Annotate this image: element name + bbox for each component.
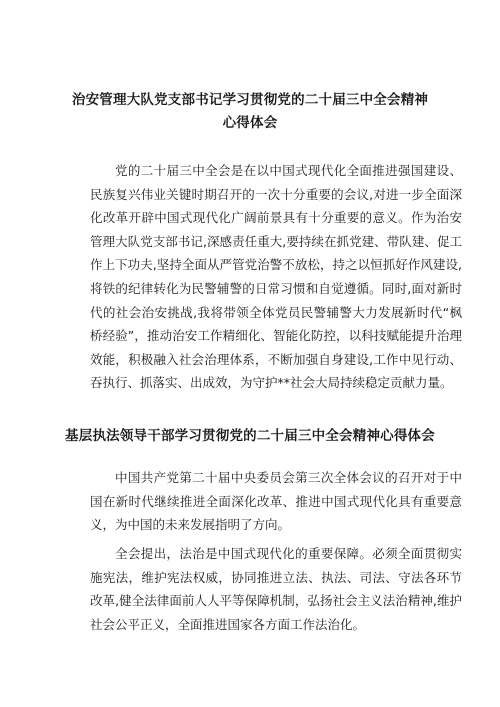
section2-title: 基层执法领导干部学习贯彻党的二十届三中全会精神心得体会 (65, 428, 435, 444)
section1-title (60, 89, 440, 135)
section1-paragraph: 党的二十届三中全会是在以中国式现代化全面推进强国建设、民族复兴伟业关键时期召开的一次十分重要的会议,对进一步全面深化改革开辟中国式现代化广阔前景具有十分重要的意义。作为治安管理大队党支部书记,深感责任重大,要持续在抓党建、带队建、促工作上下功夫,坚持全面从严管党治警不放松，持之以恒抓好作风建设,将铁的纪律转化为民警辅警的日常习惯和自觉遵循。同时,面对新时代的社会治安挑战,我将带领全体党员民警辅警大力发展新时代“枫桥经验”，推动治安工作精细化、智能化防控，以科技赋能提升治理效能，积极融入社会治理体系，不断加强自身建设,工作中见行动、吞执行、抓落实、出成效，为守护**社会大局持续稳定贡献力量。 (90, 163, 462, 391)
section1-title-line1: 治安管理大队党支部书记学习贯彻党的二十届三中全会精神 (71, 92, 429, 108)
section1-title-line2: 心得体会 (222, 115, 278, 131)
section2-paragraph-2: 全会提出，法治是中国式现代化的重要保障。必须全面贯彻实施宪法，维护宪法权威，协同推进立法、执法、司法、守法各环节改革,健全法律面前人人平等保障机制，弘扬社会主义法治精神,维护社会公平正义，全面推进国家各方面工作法治化。 (90, 546, 462, 632)
section2-paragraph-1: 中国共产党第二十届中央委员会第三次全体会议的召开对于中国在新时代继续推进全面深化改革、推进中国式现代化具有重要意义，为中国的未来发展指明了方向。 (90, 470, 462, 533)
